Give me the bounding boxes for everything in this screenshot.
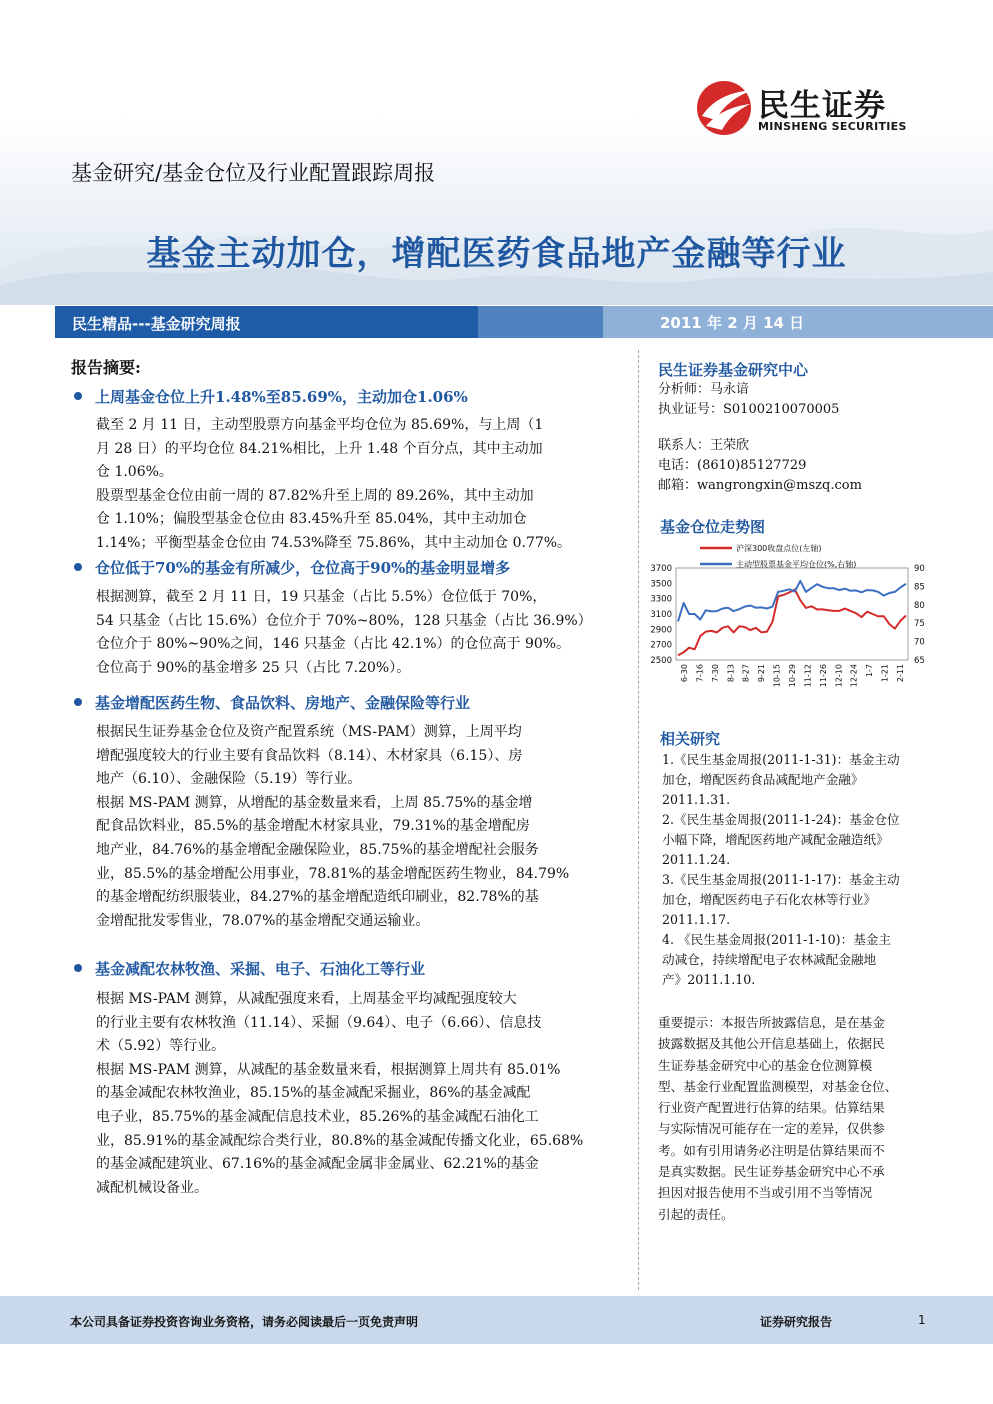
y-right-tick-label: 70: [914, 637, 925, 648]
section-body: [96, 414, 620, 556]
logo-english-text: MINSHENG SECURITIES: [758, 120, 907, 133]
y-left-tick-label: 3100: [650, 610, 672, 620]
y-right-tick-label: 65: [914, 656, 925, 666]
text-line: 的基金减配建筑业、67.16%的基金减配金属非金属业、62.21%的基金: [96, 1156, 539, 1173]
related-item-line: 1.《民生基金周报(2011-1-31)：基金主动: [662, 752, 900, 767]
notice-line: 引起的责任。: [658, 1206, 734, 1222]
related-item-line: 动减仓，持续增配电子农林减配金融地: [662, 952, 877, 967]
related-item-line: 2.《民生基金周报(2011-1-24)：基金仓位: [662, 812, 900, 827]
chart-title: 基金仓位走势图: [660, 518, 766, 536]
x-tick-label: 10-15: [772, 664, 782, 688]
text-line: 根据 MS-PAM 测算，从减配强度来看，上周基金平均减配强度较大: [96, 991, 517, 1007]
x-tick-label: 7-16: [695, 664, 705, 683]
page-number: 1: [918, 1313, 926, 1327]
related-item-line: 小幅下降，增配医药地产减配金融造纸》: [662, 832, 889, 847]
related-research-list: [662, 750, 932, 990]
related-item-line: 2011.1.17.: [662, 912, 731, 927]
y-right-tick-label: 80: [914, 600, 925, 611]
text-line: 仓位高于 90%的基金增多 25 只（占比 7.20%）。: [96, 659, 411, 676]
important-notice: [658, 1012, 928, 1225]
section-body: [96, 586, 620, 680]
section-heading: 仓位低于70%的基金有所减少，仓位高于90%的基金明显增多: [95, 559, 511, 577]
related-item[interactable]: [662, 750, 932, 810]
logo-text: 民生证券: [758, 88, 886, 124]
x-tick-label: 11-12: [803, 664, 813, 688]
notice-line: 生证券基金研究中心的基金仓位测算模: [658, 1057, 873, 1073]
license-number: 执业证号：S0100210070005: [658, 402, 840, 417]
text-line: 仓 1.10%；偏股型基金仓位由 83.45%升至 85.04%，其中主动加仓: [96, 511, 527, 528]
x-tick-label: 2-11: [896, 664, 905, 683]
related-item[interactable]: [662, 870, 932, 930]
y-right-tick-label: 85: [914, 582, 925, 593]
contact-email: 邮箱：wangrongxin@mszq.com: [658, 478, 862, 493]
x-tick-label: 9-21: [757, 664, 767, 683]
related-item-line: 产》2011.1.10.: [662, 972, 756, 987]
page-title: 基金主动加仓，增配医药食品地产金融等行业: [146, 234, 847, 274]
section-heading: 上周基金仓位上升1.48%至85.69%，主动加仓1.06%: [95, 388, 468, 406]
x-tick-label: 12-10: [834, 664, 844, 688]
text-line: 仓 1.06%。: [96, 464, 173, 481]
footer-disclaimer: 本公司具备证券投资咨询业务资格，请务必阅读最后一页免责声明: [70, 1315, 419, 1329]
y-left-tick-label: 3500: [650, 579, 672, 590]
notice-line: 考。如有引用请务必注明是估算结果而不: [658, 1142, 885, 1158]
related-item[interactable]: [662, 930, 932, 990]
related-item-line: 加仓，增配医药食品减配地产金融》: [662, 772, 864, 787]
y-left-tick-label: 3700: [650, 564, 672, 574]
x-tick-label: 8-13: [726, 664, 736, 683]
contact-person: 联系人：王荣欣: [658, 438, 750, 453]
text-line: 1.14%；平衡型基金仓位由 74.53%降至 75.86%，其中主动加仓 0.77%。: [96, 534, 572, 551]
section-body: [96, 721, 620, 933]
section-heading: 基金增配医药生物、食品饮料、房地产、金融保险等行业: [95, 694, 471, 712]
analyst: 分析师：马永谙: [658, 382, 750, 397]
legend-label: 主动型股票基金平均仓位(%,右轴): [736, 560, 857, 569]
legend-label: 沪深300收盘点位(左轴): [736, 544, 822, 553]
text-line: 金增配批发零售业，78.07%的基金增配交通运输业。: [96, 912, 430, 929]
research-center-name: 民生证券基金研究中心: [658, 361, 809, 379]
text-line: 54 只基金（占比 15.6%）仓位介于 70%~80%，128 只基金（占比 36.9%）: [96, 612, 592, 629]
bullet-icon: [74, 964, 82, 972]
y-left-tick-label: 2700: [650, 640, 672, 651]
series-line: [678, 581, 906, 622]
text-line: 的基金减配农林牧渔业，85.15%的基金减配采掘业，86%的基金减配: [96, 1085, 531, 1102]
section-heading: 基金减配农林牧渔、采掘、电子、石油化工等行业: [95, 960, 426, 978]
notice-line: 重要提示：本报告所披露信息，是在基金: [658, 1015, 885, 1030]
text-line: 电子业，85.75%的基金减配信息技术业，85.26%的基金减配石油化工: [96, 1108, 539, 1125]
x-tick-label: 7-30: [710, 664, 720, 683]
x-tick-label: 10-29: [788, 664, 797, 688]
text-line: 截至 2 月 11 日，主动型股票方向基金平均仓位为 85.69%，与上周（1: [96, 417, 544, 433]
section-body: [96, 988, 620, 1200]
text-line: 根据测算，截至 2 月 11 日，19 只基金（占比 5.5%）仓位低于 70%，: [96, 589, 547, 605]
text-line: 仓位介于 80%~90%之间，146 只基金（占比 42.1%）的仓位高于 90%。: [96, 636, 571, 653]
related-item-line: 4. 《民生基金周报(2011-1-10)：基金主: [662, 932, 891, 947]
text-line: 月 28 日）的平均仓位 84.21%相比，上升 1.48 个百分点，其中主动加: [96, 440, 543, 457]
y-right-tick-label: 90: [914, 564, 925, 574]
notice-line: 是真实数据。民生证券基金研究中心不承: [658, 1164, 885, 1180]
bullet-icon: [74, 392, 82, 400]
x-tick-label: 8-27: [741, 664, 751, 683]
bullet-icon: [74, 698, 82, 706]
text-line: 根据民生证券基金仓位及资产配置系统（MS-PAM）测算，上周平均: [96, 724, 522, 740]
y-right-tick-label: 75: [914, 619, 925, 630]
notice-line: 行业资产配置进行估算的结果。估算结果: [658, 1100, 885, 1116]
notice-line: 担因对报告使用不当或引用不当等情况: [658, 1185, 873, 1201]
text-line: 根据 MS-PAM 测算，从减配的基金数量来看，根据测算上周共有 85.01%: [96, 1061, 561, 1078]
contact-phone: 电话：(8610)85127729: [658, 458, 807, 473]
x-tick-label: 1-7: [865, 664, 875, 678]
text-line: 的行业主要有农林牧渔（11.14）、采掘（9.64）、电子（6.66）、信息技: [96, 1014, 542, 1031]
notice-line: 与实际情况可能存在一定的差异，仅供参: [658, 1121, 885, 1137]
x-tick-label: 6-30: [680, 664, 689, 683]
y-left-tick-label: 2900: [650, 625, 672, 636]
x-tick-label: 1-21: [880, 664, 890, 683]
y-left-tick-label: 2500: [650, 656, 672, 666]
related-item-line: 3.《民生基金周报(2011-1-17)：基金主动: [662, 872, 900, 887]
y-left-tick-label: 3300: [650, 594, 672, 605]
text-line: 术（5.92）等行业。: [96, 1038, 226, 1055]
notice-line: 披露数据及其他公开信息基础上，依据民: [658, 1036, 885, 1052]
x-tick-label: 12-24: [849, 664, 859, 688]
footer-report-type: 证券研究报告: [760, 1315, 833, 1329]
text-line: 增配强度较大的行业主要有食品饮料（8.14）、木材家具（6.15）、房: [96, 747, 523, 764]
report-date: 2011 年 2 月 14 日: [660, 314, 805, 332]
banner-label: 民生精品---基金研究周报: [72, 315, 241, 333]
banner-segment: [478, 306, 603, 338]
x-tick-label: 11-26: [818, 664, 828, 688]
related-item-line: 加仓，增配医药电子石化农林等行业》: [662, 892, 877, 907]
text-line: 地产（6.10）、金融保险（5.19）等行业。: [96, 771, 362, 788]
summary-title: 报告摘要:: [71, 358, 141, 377]
text-line: 股票型基金仓位由前一周的 87.82%升至上周的 89.26%，其中主动加: [96, 487, 534, 504]
series-line: [678, 590, 906, 656]
series-title: 基金研究/基金仓位及行业配置跟踪周报: [71, 161, 436, 185]
related-item-line: 2011.1.24.: [662, 852, 731, 867]
text-line: 业，85.5%的基金增配公用事业，78.81%的基金增配医药生物业，84.79%: [96, 865, 570, 882]
bullet-icon: [74, 563, 82, 571]
position-trend-chart: [640, 536, 930, 722]
related-item[interactable]: [662, 810, 932, 870]
text-line: 减配机械设备业。: [96, 1179, 208, 1196]
related-research-title: 相关研究: [660, 730, 721, 748]
related-item-line: 2011.1.31.: [662, 792, 731, 807]
text-line: 地产业，84.76%的基金增配金融保险业，85.75%的基金增配社会服务: [96, 841, 539, 858]
text-line: 根据 MS-PAM 测算，从增配的基金数量来看，上周 85.75%的基金增: [96, 794, 533, 811]
text-line: 配食品饮料业，85.5%的基金增配木材家具业，79.31%的基金增配房: [96, 818, 530, 835]
column-divider: [638, 350, 640, 1290]
text-line: 的基金增配纺织服装业，84.27%的基金增配造纸印刷业，82.78%的基: [96, 889, 539, 906]
text-line: 业，85.91%的基金减配综合类行业，80.8%的基金减配传播文化业，65.68%: [96, 1132, 584, 1149]
notice-line: 型、基金行业配置监测模型，对基金仓位、: [658, 1078, 898, 1094]
